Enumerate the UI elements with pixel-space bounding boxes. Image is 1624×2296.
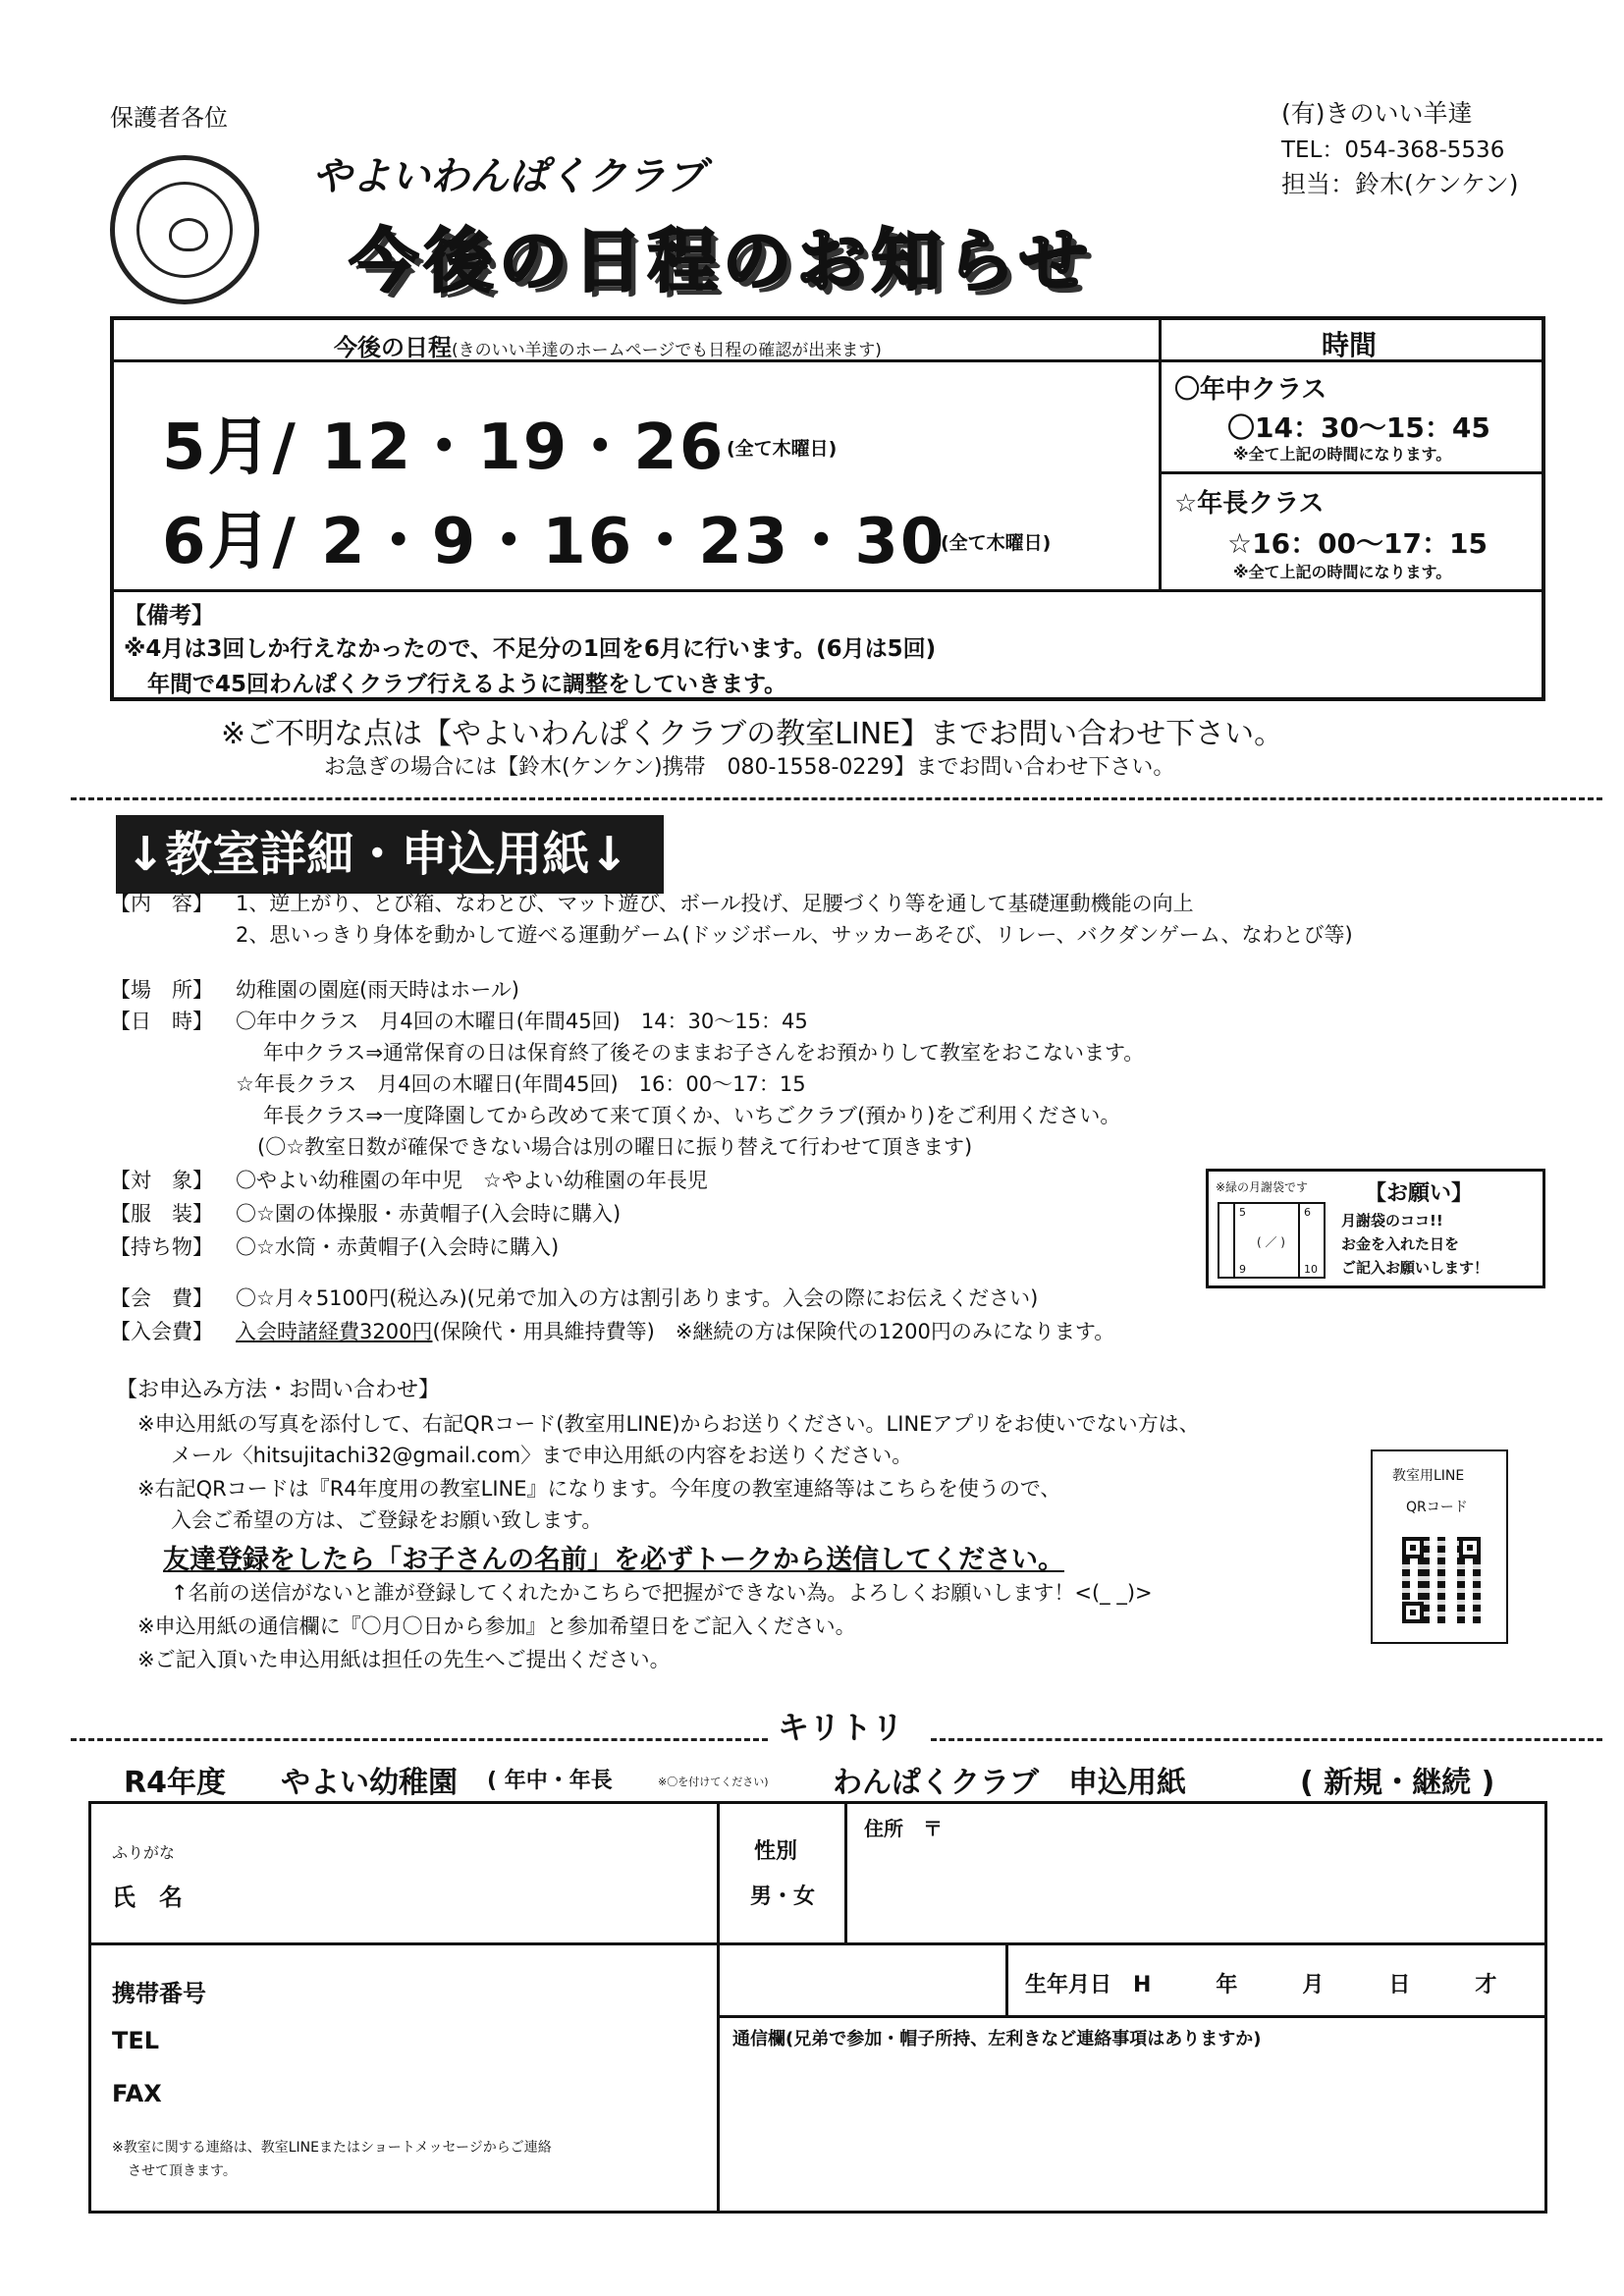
envelope-9: 9	[1239, 1263, 1246, 1276]
qr-label-1: 教室用LINE	[1392, 1468, 1465, 1484]
recipient: 保護者各位	[110, 104, 228, 132]
kaihi-label: 【会 費】	[110, 1286, 213, 1310]
furigana-label: ふりがな	[112, 1843, 176, 1862]
naiyo-label: 【内 容】	[110, 892, 213, 915]
onegai-title: 【お願い】	[1365, 1181, 1474, 1206]
nichiji-line-1: 〇年中クラス 月4回の木曜日(年間45回) 14：30〜15：45	[236, 1010, 808, 1033]
apply-head: 【お申込み方法・お問い合わせ】	[116, 1378, 441, 1402]
birth-label[interactable]: 生年月日 H 年 月 日 才	[1025, 1973, 1497, 1997]
nichiji-line-3: ☆年長クラス 月4回の木曜日(年間45回) 16：00〜17：15	[236, 1072, 806, 1096]
nyukai-rest: (保険代・用具維持費等) ※継続の方は保険代の1200円のみになります。	[432, 1320, 1115, 1343]
mobile-label: 携帯番号	[112, 1980, 206, 2007]
form-grade-note: ※〇を付けてください)	[658, 1776, 769, 1788]
address-label: 住所 〒	[864, 1817, 943, 1840]
form-school: やよい幼稚園	[281, 1766, 458, 1800]
envelope-5: 5	[1239, 1206, 1246, 1219]
apply-line-8: ※ご記入頂いた申込用紙は担任の先生へご提出ください。	[137, 1648, 671, 1671]
naiyo-line-2: 2、思いっきり身体を動かして遊べる運動ゲーム(ドッジボール、サッカーあそび、リレー、バクダンゲーム、なわとび等)	[236, 923, 1353, 947]
tsushin-field[interactable]	[732, 2054, 1532, 2202]
schedule-header-note: (きのいい羊達のホームページでも日程の確認が出来ます)	[452, 341, 882, 360]
qr-label-2: QRコード	[1406, 1500, 1468, 1515]
form-note-2: させて頂きます。	[128, 2163, 237, 2179]
onegai-line-1: 月謝袋のココ!!	[1341, 1212, 1443, 1230]
page-title: 今後の日程のお知らせ	[350, 221, 1094, 301]
nyukai-text	[236, 1316, 1114, 1345]
nencho-label: ☆年長クラス	[1174, 489, 1325, 519]
time-header: 時間	[1322, 329, 1378, 361]
nencho-note: ※全て上記の時間になります。	[1233, 563, 1452, 581]
basho-text: 幼稚園の園庭(雨天時はホール)	[236, 978, 519, 1002]
address-field[interactable]	[864, 1842, 1532, 1931]
may-dates: 5月/ 12・19・26	[162, 411, 726, 484]
gender-options[interactable]: 男・女	[750, 1885, 816, 1909]
envelope-icon	[1218, 1202, 1326, 1279]
contact-person: 担当：鈴木(ケンケン)	[1281, 170, 1519, 198]
nenchu-note: ※全て上記の時間になります。	[1233, 445, 1452, 464]
tel-label: TEL	[112, 2027, 160, 2054]
apply-line-7: ※申込用紙の通信欄に『〇月〇日から参加』と参加希望日をご記入ください。	[137, 1614, 856, 1638]
company-name: (有)きのいい羊達	[1281, 99, 1473, 128]
mochimono-text: 〇☆水筒・赤黄帽子(入会時に購入)	[236, 1235, 560, 1259]
nichiji-line-2: 年中クラス⇒通常保育の日は保育終了後そのままお子さんをお預かりして教室をおこないます。	[263, 1041, 1145, 1065]
june-note: (全て木曜日)	[941, 532, 1052, 554]
nenchu-time: 〇14：30〜15：45	[1227, 411, 1490, 444]
nenchu-label: 〇年中クラス	[1174, 375, 1327, 405]
cut-line-left	[71, 1738, 768, 1741]
fukuso-text: 〇☆園の体操服・赤黄帽子(入会時に購入)	[236, 1202, 622, 1226]
biko-line-2: 年間で45回わんぱくクラブ行えるように調整をしていきます。	[147, 672, 787, 697]
apply-line-3: ※右記QRコードは『R4年度用の教室LINE』になります。今年度の教室連絡等はこちらを使うので、	[137, 1477, 1061, 1501]
taisho-label: 【対 象】	[110, 1169, 213, 1192]
form-year: R4年度	[124, 1766, 226, 1800]
name-label: 氏 名	[112, 1884, 183, 1911]
name-field[interactable]	[226, 1836, 697, 1925]
june-dates: 6月/ 2・9・16・23・30	[162, 506, 947, 578]
apply-line-5: 友達登録をしたら「お子さんの名前」を必ずトークから送信してください。	[163, 1545, 1064, 1575]
divider-1	[71, 797, 1602, 800]
apply-line-1: ※申込用紙の写真を添付して、右記QRコード(教室用LINE)からお送りください。LINEアプリをお使いでない方は、	[137, 1412, 1200, 1436]
tsushin-label: 通信欄(兄弟で参加・帽子所持、左利きなど連絡事項はありますか)	[732, 2029, 1262, 2050]
contact-line-1: ※ご不明な点は【やよいわんぱくクラブの教室LINE】までお問い合わせ下さい。	[221, 717, 1284, 751]
fukuso-label: 【服 装】	[110, 1202, 213, 1226]
company-tel: TEL：054-368-5536	[1281, 137, 1505, 163]
cut-line-right	[931, 1738, 1602, 1741]
basho-label: 【場 所】	[110, 978, 213, 1002]
logo-icon	[110, 155, 259, 304]
form-note-1: ※教室に関する連絡は、教室LINEまたはショートメッセージからご連絡	[112, 2140, 552, 2156]
envelope-mark: ( ／ )	[1257, 1235, 1285, 1249]
may-note: (全て木曜日)	[727, 438, 838, 460]
nyukai-label: 【入会費】	[110, 1320, 213, 1343]
nichiji-label: 【日 時】	[110, 1010, 213, 1033]
mobile-field[interactable]	[245, 1964, 697, 2121]
apply-line-4: 入会ご希望の方は、ご登録をお願い致します。	[171, 1508, 603, 1532]
nichiji-line-4: 年長クラス⇒一度降園してから改めて来て頂くか、いちごクラブ(預かり)をご利用ください。	[263, 1104, 1121, 1127]
schedule-header-label: 今後の日程	[334, 334, 452, 361]
envelope-label: ※緑の月謝袋です	[1216, 1180, 1309, 1194]
onegai-line-3: ご記入お願いします！	[1341, 1259, 1489, 1277]
form-grade: ( 年中・年長	[487, 1769, 613, 1793]
naiyo-line-1: 1、逆上がり、とび箱、なわとび、マット遊び、ボール投げ、足腰づくり等を通して基礎運動機能の向上	[236, 892, 1194, 915]
envelope-10: 10	[1304, 1263, 1318, 1276]
mochimono-label: 【持ち物】	[110, 1235, 213, 1259]
taisho-text: 〇やよい幼稚園の年中児 ☆やよい幼稚園の年長児	[236, 1169, 708, 1192]
apply-line-6: ↑名前の送信がないと誰が登録してくれたかこちらで把握ができない為。よろしくお願いします！<(_ _)>	[171, 1581, 1153, 1605]
onegai-line-2: お金を入れた日を	[1341, 1235, 1460, 1253]
kaihi-text: 〇☆月々5100円(税込み)(兄弟で加入の方は割引あります。入会の際にお伝えください)	[236, 1286, 1039, 1310]
nencho-time: ☆16：00〜17：15	[1227, 527, 1488, 560]
contact-line-2: お急ぎの場合には【鈴木(ケンケン)携帯 080-1558-0229】までお問い合わせ下さい。	[324, 755, 1175, 780]
apply-line-2: メール〈hitsujitachi32@gmail.com〉まで申込用紙の内容をお送りください。	[171, 1444, 913, 1467]
details-banner: ↓教室詳細・申込用紙↓	[116, 815, 664, 894]
envelope-6: 6	[1304, 1206, 1311, 1219]
schedule-header	[334, 328, 882, 362]
nyukai-fee: 入会時諸経費3200円	[236, 1320, 433, 1343]
form-title: わんぱくクラブ 申込用紙	[833, 1766, 1186, 1800]
biko-line-1: ※4月は3回しか行えなかったので、不足分の1回を6月に行います。(6月は5回)	[124, 636, 937, 662]
kiritori-label: キリトリ	[778, 1709, 904, 1746]
fax-label: FAX	[112, 2080, 162, 2107]
nichiji-line-5: (〇☆教室日数が確保できない場合は別の曜日に振り替えて行わせて頂きます)	[257, 1135, 973, 1159]
club-name: やよいわんぱくクラブ	[312, 154, 705, 199]
gender-label: 性別	[754, 1839, 798, 1864]
biko-label: 【備考】	[124, 603, 214, 629]
form-type[interactable]: ( 新規・継続 )	[1300, 1766, 1495, 1800]
